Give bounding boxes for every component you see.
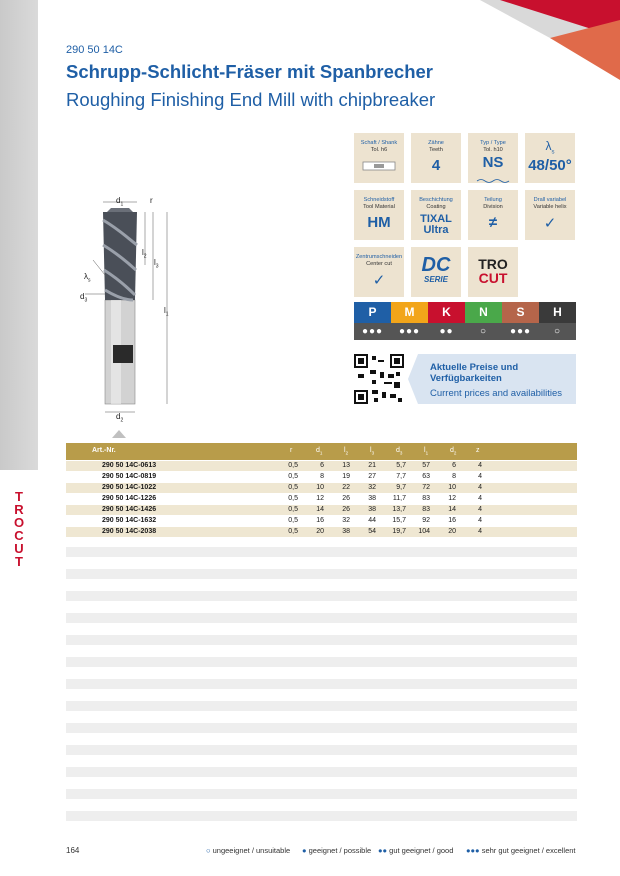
trocut-logo-cut: CUT	[478, 270, 508, 286]
empty-table-row	[66, 701, 577, 711]
cell-l2: 13	[342, 462, 350, 469]
tile-dc-serie	[411, 247, 461, 297]
cell-l1: 72	[422, 484, 430, 491]
cell-l1: 83	[422, 506, 430, 513]
empty-table-row	[66, 745, 577, 755]
tile-tool-material: Schneidstoff Tool Material HM	[354, 190, 404, 240]
tile-division: Teilung Division ≠	[468, 190, 518, 240]
legend-excellent: ●●● sehr gut geeignet / excellent	[466, 846, 576, 855]
table-row	[66, 505, 577, 515]
cell-d1: 14	[316, 506, 324, 513]
empty-table-row	[66, 723, 577, 733]
tile-trocut	[468, 247, 518, 297]
cell-d1: 6	[320, 462, 324, 469]
dim-l2: $l_2$	[142, 248, 147, 260]
empty-table-row	[66, 679, 577, 689]
material-dots: ●●	[428, 323, 465, 340]
cell-d2: 14	[448, 506, 456, 513]
table-row	[66, 472, 577, 482]
material-letter: S	[502, 302, 539, 323]
article-code: 290 50 14C	[66, 44, 123, 56]
material-letter: N	[465, 302, 502, 323]
cell-d2: 6	[452, 462, 456, 469]
left-gray-bar	[0, 0, 38, 470]
legend-possible: ● geeignet / possible	[302, 846, 372, 855]
material-dots: ○	[539, 323, 576, 340]
col-d2: $d_2$	[450, 447, 457, 456]
cell-d3: 9,7	[396, 484, 406, 491]
col-r: r	[290, 447, 293, 454]
cell-l2: 38	[342, 528, 350, 535]
price-text-en[interactable]: Current prices and availabilities	[430, 388, 563, 399]
wave-icon	[476, 178, 510, 184]
cell-l3: 54	[368, 528, 376, 535]
cell-l1: 63	[422, 473, 430, 480]
material-letter: K	[428, 302, 465, 323]
material-H	[539, 302, 576, 340]
page-number: 164	[66, 846, 80, 855]
cell-art: 290 50 14C-0819	[102, 473, 157, 480]
cell-d3: 5,7	[396, 462, 406, 469]
dim-d1: $d_1$	[116, 196, 124, 208]
cell-l1: 104	[418, 528, 430, 535]
empty-table-row	[66, 767, 577, 777]
empty-table-row	[66, 591, 577, 601]
col-l2: $l_2$	[344, 447, 349, 456]
cell-d3: 13,7	[392, 506, 406, 513]
helix-symbol: $\lambda_s$	[545, 139, 555, 156]
side-label-trocut: T R O C U T	[13, 489, 25, 569]
trocut-logo-tro: TRO	[478, 256, 508, 272]
tile-shank: Schaft / Shank Tol. h6	[354, 133, 404, 183]
cell-l3: 38	[368, 506, 376, 513]
cell-art: 290 50 14C-1022	[102, 484, 157, 491]
table-header	[66, 443, 577, 460]
cell-l3: 38	[368, 495, 376, 502]
cell-l3: 44	[368, 517, 376, 524]
empty-table-row	[66, 789, 577, 799]
legend-unsuitable: ○ ungeeignet / unsuitable	[206, 846, 291, 855]
material-M	[391, 302, 428, 340]
material-N	[465, 302, 502, 340]
col-art: Art.-Nr.	[92, 447, 116, 454]
cell-art: 290 50 14C-0613	[102, 462, 157, 469]
cell-z: 4	[478, 528, 482, 535]
cell-d3: 11,7	[392, 495, 406, 502]
cell-l1: 57	[422, 462, 430, 469]
dim-d2: $d_2$	[116, 412, 124, 424]
cell-z: 4	[478, 484, 482, 491]
col-l1: $l_1$	[424, 447, 429, 456]
dim-r: r	[150, 196, 153, 205]
cell-l2: 26	[342, 495, 350, 502]
material-P	[354, 302, 391, 340]
corner-decoration	[480, 0, 620, 80]
cell-d2: 8	[452, 473, 456, 480]
cell-d2: 10	[448, 484, 456, 491]
empty-table-row	[66, 635, 577, 645]
cell-d1: 10	[316, 484, 324, 491]
cell-z: 4	[478, 506, 482, 513]
dim-l3: $l_3$	[154, 258, 159, 270]
cell-l2: 32	[342, 517, 350, 524]
cell-d2: 16	[448, 517, 456, 524]
col-z: z	[476, 447, 480, 454]
empty-table-row	[66, 547, 577, 557]
tile-teeth: Zähne Teeth 4	[411, 133, 461, 183]
tile-type: Typ / Type Tol. h10 NS	[468, 133, 518, 183]
tile-center-cut: Zentrumschneiden Center cut ✓	[354, 247, 404, 297]
tile-helix: $\lambda_s$ 48/50°	[525, 133, 575, 183]
cell-r: 0,5	[288, 462, 298, 469]
dim-l1: $l_1$	[164, 306, 169, 318]
col-d1: $d_1$	[316, 447, 323, 456]
table-row	[66, 483, 577, 493]
page-title-en: Roughing Finishing End Mill with chipbreaker	[66, 89, 436, 110]
price-text-de[interactable]: Aktuelle Preise und Verfügbarkeiten	[430, 362, 519, 384]
dim-lambda: $\lambda_s$	[84, 272, 91, 284]
tile-variable-helix: Drall variabel Variable helix ✓	[525, 190, 575, 240]
cell-d1: 8	[320, 473, 324, 480]
cell-z: 4	[478, 517, 482, 524]
table-row	[66, 494, 577, 504]
cell-l3: 21	[368, 462, 376, 469]
cell-art: 290 50 14C-1632	[102, 517, 157, 524]
material-dots: ●●●	[391, 323, 428, 340]
table-row	[66, 527, 577, 537]
cell-d1: 12	[316, 495, 324, 502]
not-equal-icon: ≠	[488, 214, 498, 231]
dc-serie-label: SERIE	[423, 275, 448, 284]
cell-d1: 16	[316, 517, 324, 524]
material-letter: P	[354, 302, 391, 323]
cell-r: 0,5	[288, 473, 298, 480]
shank-icon	[362, 160, 396, 172]
empty-table-row	[66, 613, 577, 623]
empty-table-row	[66, 569, 577, 579]
cell-d3: 19,7	[392, 528, 406, 535]
dim-d3: $d_3$	[80, 292, 88, 304]
material-S	[502, 302, 539, 340]
table-row	[66, 516, 577, 526]
page-title-de: Schrupp-Schlicht-Fräser mit Spanbrecher	[66, 61, 434, 82]
dc-logo: DC	[421, 254, 451, 276]
cell-d2: 12	[448, 495, 456, 502]
legend-good: ●● gut geeignet / good	[378, 846, 454, 855]
cell-art: 290 50 14C-1426	[102, 506, 157, 513]
price-arrow	[408, 354, 418, 404]
material-dots: ●●●	[354, 323, 391, 340]
cell-r: 0,5	[288, 517, 298, 524]
col-l3: $l_3$	[370, 447, 375, 456]
cell-l2: 26	[342, 506, 350, 513]
cell-z: 4	[478, 473, 482, 480]
tile-coating: Beschichtung Coating TIXAL Ultra	[411, 190, 461, 240]
empty-table-row	[66, 811, 577, 821]
check-icon: ✓	[543, 215, 557, 232]
cell-l3: 32	[368, 484, 376, 491]
cell-r: 0,5	[288, 506, 298, 513]
material-letter: H	[539, 302, 576, 323]
qr-code[interactable]	[354, 354, 404, 404]
cell-d3: 15,7	[392, 517, 406, 524]
col-d3: $d_3$	[396, 447, 403, 456]
cell-r: 0,5	[288, 484, 298, 491]
cell-d1: 20	[316, 528, 324, 535]
material-dots: ○	[465, 323, 502, 340]
cell-l2: 19	[342, 473, 350, 480]
cell-r: 0,5	[288, 495, 298, 502]
cell-l2: 22	[342, 484, 350, 491]
table-row	[66, 461, 577, 471]
material-K	[428, 302, 465, 340]
cell-z: 4	[478, 495, 482, 502]
empty-table-row	[66, 657, 577, 667]
cell-z: 4	[478, 462, 482, 469]
cell-l1: 92	[422, 517, 430, 524]
check-icon: ✓	[372, 272, 386, 289]
material-dots: ●●●	[502, 323, 539, 340]
cell-d2: 20	[448, 528, 456, 535]
cell-l3: 27	[368, 473, 376, 480]
cell-r: 0,5	[288, 528, 298, 535]
material-letter: M	[391, 302, 428, 323]
cell-l1: 83	[422, 495, 430, 502]
cell-art: 290 50 14C-1226	[102, 495, 157, 502]
cell-art: 290 50 14C-2038	[102, 528, 157, 535]
up-arrow-icon	[112, 430, 126, 438]
cell-d3: 7,7	[396, 473, 406, 480]
